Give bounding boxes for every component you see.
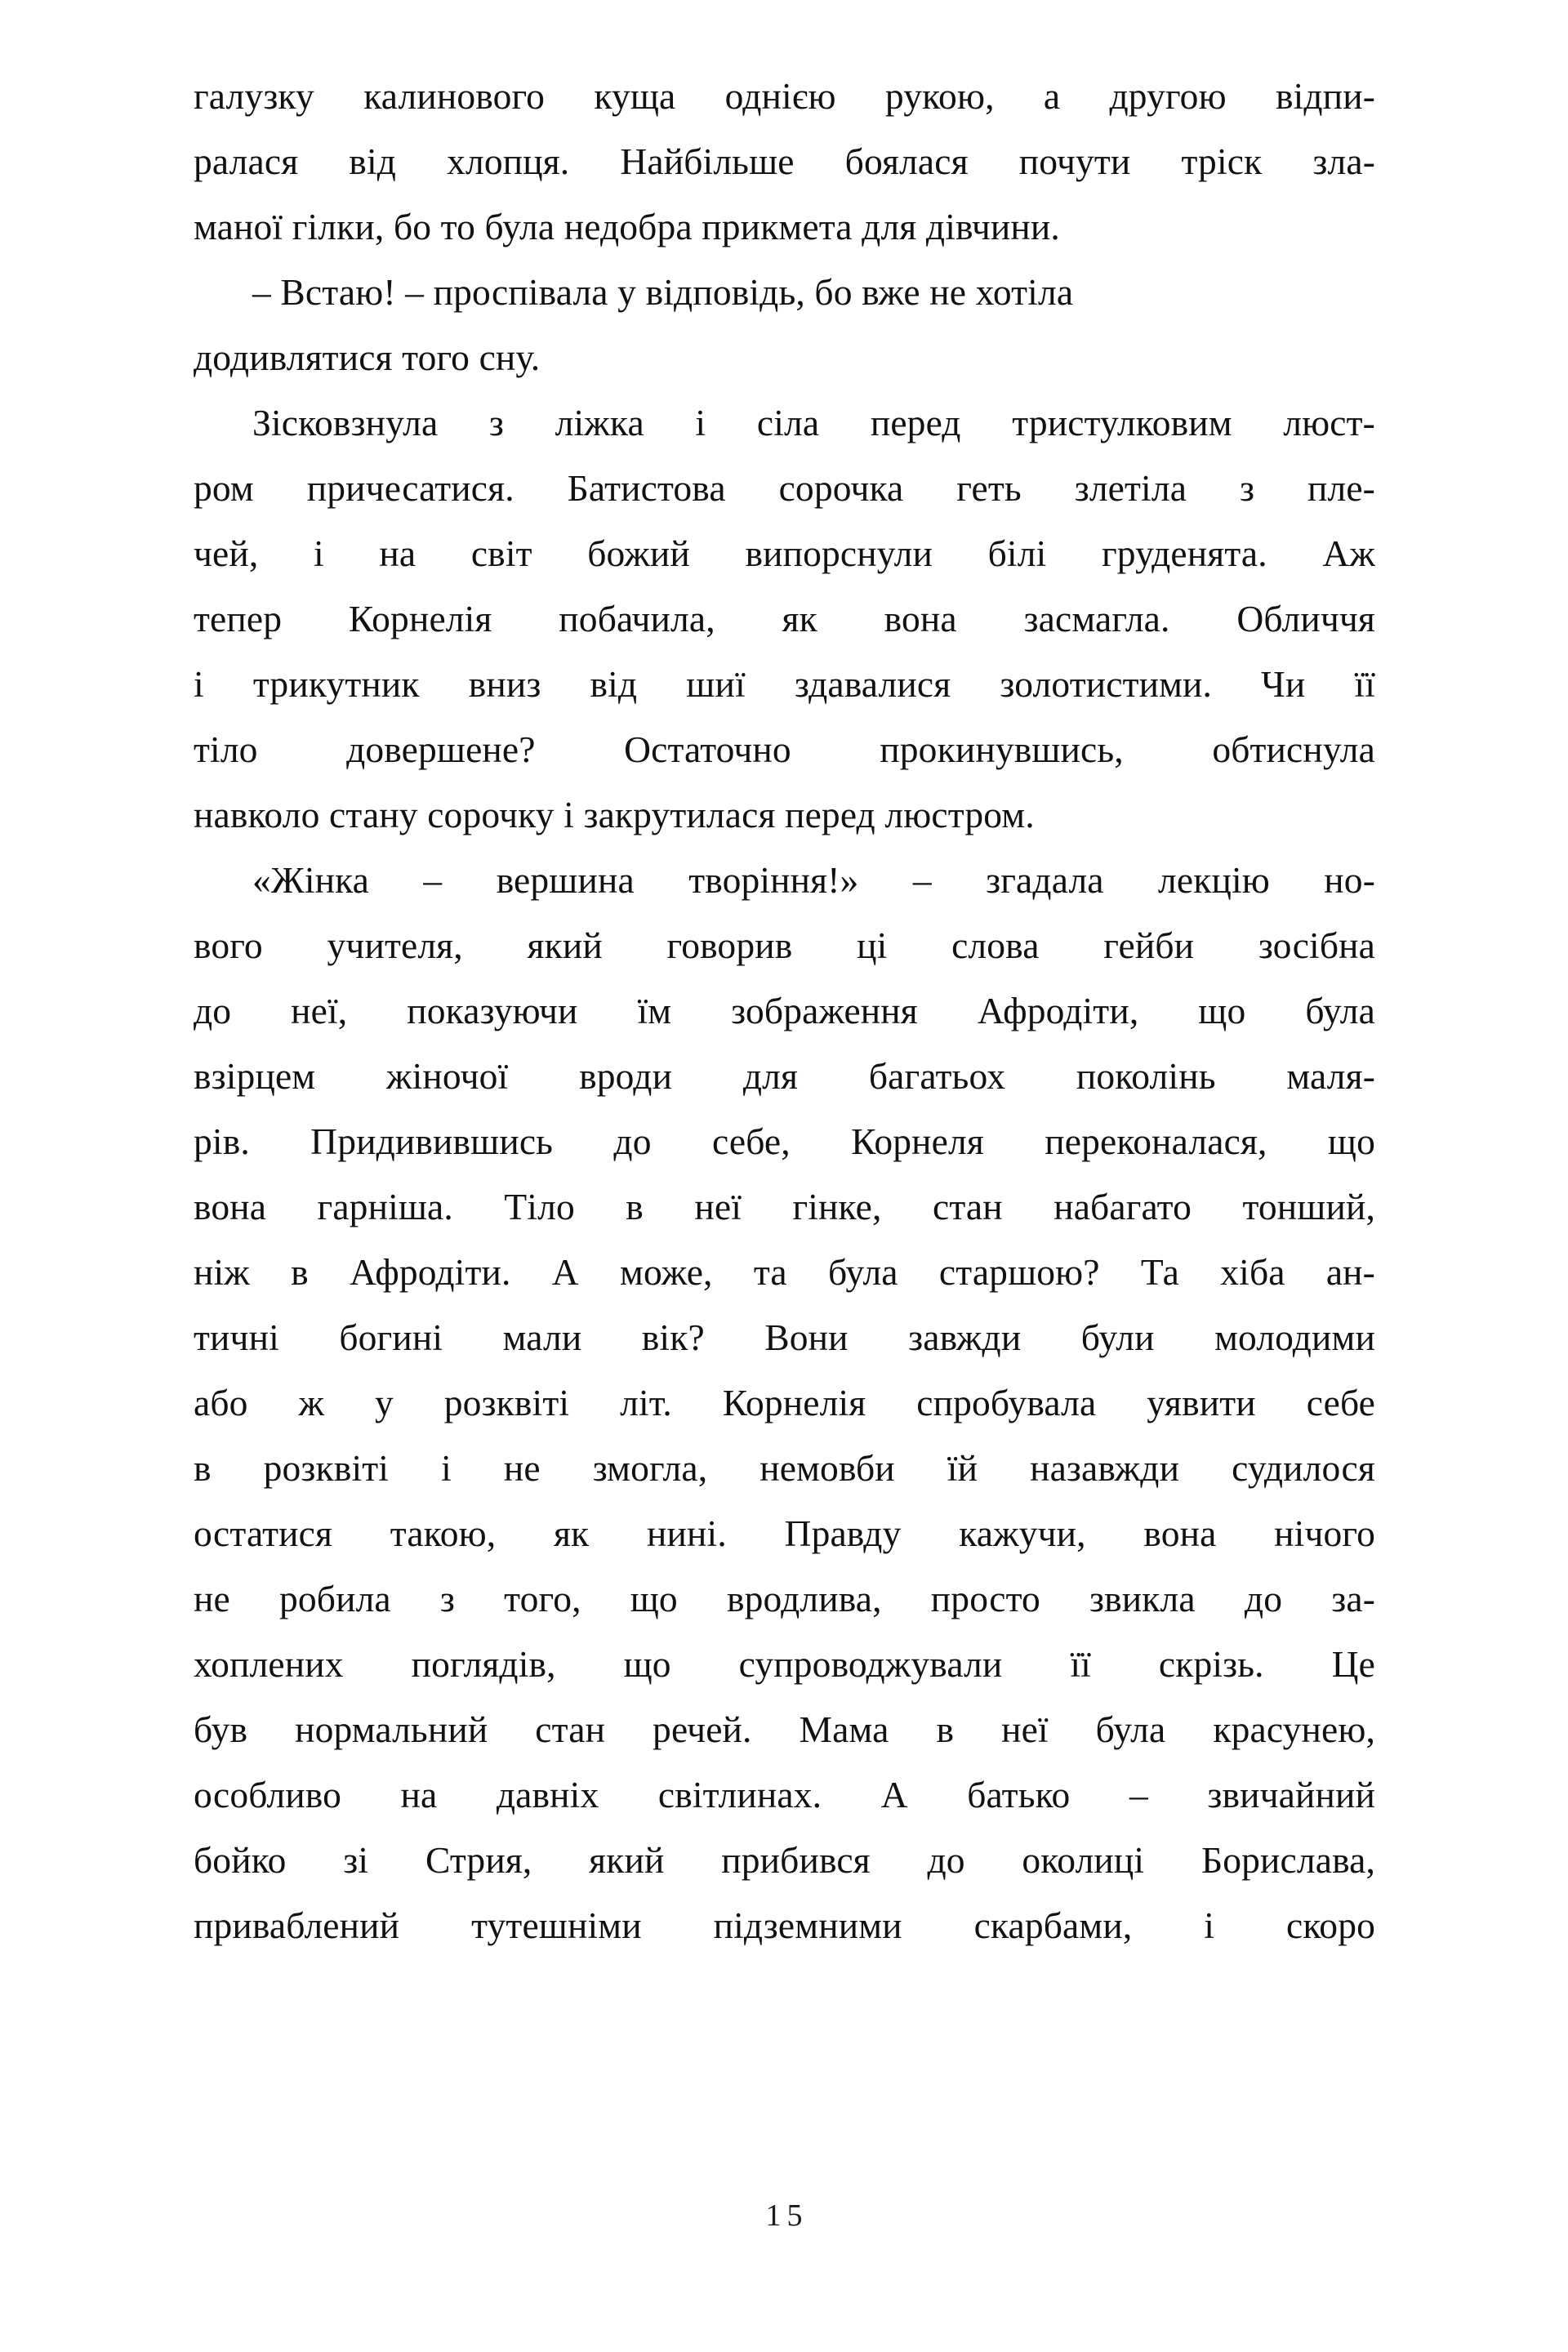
text-line: рів. Придивившись до себе, Корнеля переконалася, що bbox=[194, 1120, 1375, 1162]
text-line: галузку калинового куща однією рукою, а другою відпи- bbox=[194, 75, 1375, 117]
text-line: Зісковзнула з ліжка і сіла перед тристулковим люст- bbox=[252, 402, 1375, 443]
text-line: особливо на давніх світлинах. А батько – звичайний bbox=[194, 1774, 1375, 1815]
text-line: чей, і на світ божий випорснули білі груденята. Аж bbox=[194, 532, 1375, 574]
text-line: або ж у розквіті літ. Корнелія спробувала уявити себе bbox=[194, 1382, 1375, 1423]
text-line: додивлятися того сну. bbox=[194, 336, 541, 378]
text-line: «Жінка – вершина творіння!» – згадала лекцію но- bbox=[252, 859, 1375, 901]
text-line: вона гарніша. Тіло в неї гінке, стан набагато тонший, bbox=[194, 1186, 1375, 1227]
text-line: був нормальний стан речей. Мама в неї була красунею, bbox=[194, 1708, 1375, 1750]
text-line: взірцем жіночої вроди для багатьох поколінь маля- bbox=[194, 1055, 1375, 1097]
page-text-block bbox=[194, 64, 1375, 1958]
text-line: тичні богині мали вік? Вони завжди були молодими bbox=[194, 1316, 1375, 1358]
page-number: 15 bbox=[765, 2198, 808, 2233]
text-line: хоплених поглядів, що супроводжували її скрізь. Це bbox=[194, 1643, 1375, 1685]
text-line: не робила з того, що вродлива, просто звикла до за- bbox=[194, 1578, 1375, 1619]
text-line: тіло довершене? Остаточно прокинувшись, обтиснула bbox=[194, 728, 1375, 770]
text-line: ніж в Афродіти. А може, та була старшою? Та хіба ан- bbox=[194, 1251, 1375, 1293]
text-line: до неї, показуючи їм зображення Афродіти, що була bbox=[194, 990, 1375, 1031]
text-line: ром причесатися. Батистова сорочка геть злетіла з пле- bbox=[194, 467, 1375, 509]
text-line: приваблений тутешніми підземними скарбами, і скоро bbox=[194, 1904, 1375, 1946]
text-line: вого учителя, який говорив ці слова гейби зосібна bbox=[194, 924, 1375, 966]
text-line: остатися такою, як нині. Правду кажучи, вона нічого bbox=[194, 1512, 1375, 1554]
text-line: маної гілки, бо то була недобра прикмета для дівчини. bbox=[194, 206, 1060, 247]
text-line: бойко зі Стрия, який прибився до околиці Борислава, bbox=[194, 1839, 1375, 1881]
text-line: – Встаю! – проспівала у відповідь, бо вже не хотіла bbox=[252, 271, 1074, 313]
text-line: навколо стану сорочку і закрутилася перед люстром. bbox=[194, 794, 1035, 835]
text-line: ралася від хлопця. Найбільше боялася почути тріск зла- bbox=[194, 140, 1375, 182]
text-line: в розквіті і не змогла, немовби їй назавжди судилося bbox=[194, 1447, 1375, 1489]
text-line: тепер Корнелія побачила, як вона засмагла. Обличчя bbox=[194, 598, 1375, 639]
text-line: і трикутник вниз від шиї здавалися золотистими. Чи її bbox=[194, 663, 1375, 705]
